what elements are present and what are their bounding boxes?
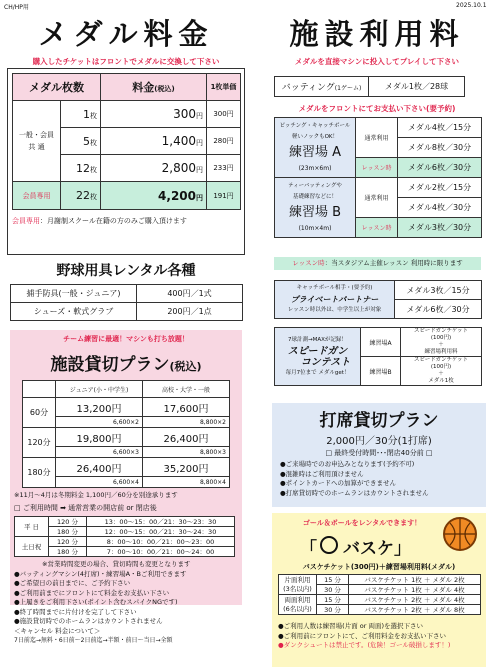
sched-time: 12：00～15：00／21：30～24：30	[87, 527, 235, 537]
plan-price: 13,200円	[56, 398, 143, 417]
front-note: メダルをフロントにてお支払い下さい(要予約)	[298, 104, 456, 113]
basket-banner: ゴール＆ボールをレンタルできます！	[302, 519, 422, 527]
plan-bullet: ●終了時間までに片付けを完了して下さい	[14, 607, 137, 616]
price-cell: 1,400円	[101, 128, 207, 155]
facility-subtitle: メダルを直接マシンに投入してプレイして下さい	[294, 57, 460, 66]
count-cell: 1枚	[61, 101, 101, 128]
basketball-icon	[443, 517, 477, 551]
basket-dur: 30 分	[317, 605, 349, 615]
ball-icon	[320, 536, 338, 554]
plan-bullet: ●ご利用前までにフロントにて料金をお支払い下さい	[14, 588, 170, 597]
unit-cell: 233円	[207, 155, 241, 182]
plan-price: 26,400円	[143, 428, 230, 447]
basket-dur: 15 分	[317, 575, 349, 585]
rental-plan-banner: チーム練習に最適！マシンも打ち放題！	[63, 335, 189, 343]
facility-title: 施設利用料	[289, 17, 465, 51]
rental-title: 野球用具レンタル各種	[56, 263, 196, 279]
sched-dur: 180 分	[49, 527, 87, 537]
speed-b-detail: スピードガンチケット (100円) ＋ メダル1枚	[401, 357, 482, 386]
seat-bullet: ●ポイントカードへの加算ができません	[280, 479, 396, 487]
plan-breakdown: 6,600×2	[56, 417, 143, 428]
col-price: 料金(税込)	[101, 74, 207, 101]
partner-table	[274, 280, 482, 319]
member-note: 会員専用：月謝制スクール在籍の方のみご購入頂けます	[12, 217, 187, 225]
count-cell: 5枚	[61, 128, 101, 155]
member-unit: 191円	[207, 182, 241, 210]
header-date: 2025.10.1	[456, 2, 487, 9]
rental-item: 捕手防具(一般・ジュニア)	[11, 285, 137, 303]
plan-bullet: ●バッティングマシン(4打席)・練習場A・Bご利用できます	[14, 569, 187, 578]
practice-a: ピッチング・キャッチボール 軽いノックもOK！ 練習場 A (23m×6m)	[275, 118, 356, 178]
rate-cell: メダル4枚／30分	[398, 198, 482, 218]
sched-time: 7：00～10：00／21：00～24：00	[87, 547, 235, 557]
batting-price: メダル1枚／28球	[369, 77, 465, 97]
basket-dur: 15 分	[317, 595, 349, 605]
medal-panel	[7, 68, 245, 255]
basket-cost: バスケチケット 2枚 ＋ メダル 4枚	[349, 595, 481, 605]
basket-cost: バスケチケット 1枚 ＋ メダル 4枚	[349, 585, 481, 595]
plan-note1: ※11月～4月は冬期料金 1,100円／60分を別途承ります	[14, 491, 178, 499]
rental-table	[10, 284, 243, 321]
plan-bullets	[14, 560, 240, 646]
seat-bullets	[280, 460, 484, 498]
basket-note: ●ご利用人数は練習場(片面 or 両面)を選択下さい	[278, 622, 424, 630]
speed-a-detail: スピードガンチケット (100円) ＋ 練習場利用料	[401, 328, 482, 357]
sched-day: 平 日	[15, 517, 49, 537]
normal-label: 通常利用	[356, 178, 398, 218]
unit-cell: 280円	[207, 128, 241, 155]
lesson-note: レッスン時：当スタジアム主催レッスン 利用時に限ります	[274, 257, 481, 270]
basket-notes	[278, 622, 484, 651]
rental-item: シューズ・軟式グラブ	[11, 303, 137, 321]
basket-note: ●ご利用前にフロントにて、ご利用料金をお支払い下さい	[278, 631, 447, 640]
plan-note3: ※営業時間変更の場合、貸切時間も変更となります	[42, 560, 191, 568]
plan-time: 120分	[23, 428, 56, 458]
medal-subtitle: 購入したチケットはフロントでメダルに交換して下さい	[32, 57, 220, 66]
rental-plan-title: 施設貸切プラン(税込)	[50, 355, 202, 375]
speed-label: 7球計測→MAXが記録！ スピードガン コンテスト 毎月7位まで メダルget！	[275, 328, 361, 386]
unit-cell: 300円	[207, 101, 241, 128]
col-adult: 高校・大学・一般	[143, 381, 230, 398]
sched-dur: 180 分	[49, 547, 87, 557]
batting-label: バッティング(1ゲーム)	[275, 77, 369, 97]
seat-bullet: ●混雑時はご利用頂けません	[280, 469, 364, 478]
cancel-title: ＜キャンセル 料金について＞	[14, 626, 101, 635]
col-junior: ジュニア(小・中学生)	[56, 381, 143, 398]
plan-price: 17,600円	[143, 398, 230, 417]
speed-b-label: 練習場B	[361, 357, 401, 386]
col-count: メダル枚数	[13, 74, 101, 101]
sched-time: 8：00～10：00／21：00～23：00	[87, 537, 235, 547]
plan-breakdown: 6,600×4	[56, 477, 143, 488]
plan-note2: □ ご利用時間 ➡ 通常営業の開店前 or 閉店後	[14, 504, 157, 512]
basket-place: 片面利用 (3名以内)	[279, 575, 317, 595]
price-cell: 2,800円	[101, 155, 207, 182]
speed-table	[274, 327, 482, 386]
plan-price: 19,800円	[56, 428, 143, 447]
rate-cell: メダル4枚／15分	[398, 118, 482, 138]
header-left: CH/HP用	[4, 4, 29, 11]
basket-table	[278, 574, 481, 615]
plan-bullet: ●上履きをご利用下さい(ポイント含むスパイクNGです)	[14, 598, 178, 606]
rate-cell: メダル3枚／15分	[395, 281, 482, 300]
col-unit: 1枚単価	[207, 74, 241, 101]
rental-plan-table	[22, 380, 230, 488]
basket-cost: バスケチケット 2枚 ＋ メダル 8枚	[349, 605, 481, 615]
member-label: 会員専用	[13, 182, 61, 210]
speed-a-label: 練習場A	[361, 328, 401, 357]
lesson-label: レッスン時	[356, 158, 398, 178]
batting-table	[274, 76, 465, 97]
plan-breakdown: 8,800×4	[143, 477, 230, 488]
normal-label: 通常利用	[356, 118, 398, 158]
cancel-detail: 7日前迄→無料・6日前～2日前迄→半額・前日～当日→全額	[14, 637, 173, 644]
sched-dur: 120 分	[49, 517, 87, 527]
plan-bullet: ●施設貸切時でのホームランはカウントされません	[14, 617, 163, 625]
rental-price: 400円／1式	[137, 285, 243, 303]
rate-cell: メダル6枚／30分	[395, 300, 482, 319]
basket-cost: バスケチケット 1枚 ＋ メダル 2枚	[349, 575, 481, 585]
basket-warning: ●ダンクシュートは禁止です。(危険！ゴール破損します！)	[278, 641, 451, 649]
member-price: 4,200円	[101, 182, 207, 210]
sched-day: 土日祝	[15, 537, 49, 557]
rental-price: 200円／1点	[137, 303, 243, 321]
member-count: 22枚	[61, 182, 101, 210]
seat-bullet: ●ご来場時でのお申込みとなります(予約不可)	[280, 460, 415, 468]
basket-title: 「 バスケ」	[300, 534, 411, 559]
rate-cell: メダル3枚／30分	[398, 218, 482, 238]
basket-dur: 30 分	[317, 585, 349, 595]
plan-bullet: ●ご希望日の前日までに、ご予約下さい	[14, 579, 131, 587]
medal-table	[12, 73, 241, 210]
seat-plan-title: 打席貸切プラン	[319, 411, 439, 431]
seat-plan-time: □ 最終受付時間･･･閉店40分前 □	[325, 449, 433, 457]
practice-b: ティーバッティングや 基礎練習などに！ 練習場 B (10m×4m)	[275, 178, 356, 238]
plan-breakdown: 8,800×2	[143, 417, 230, 428]
plan-price: 35,200円	[143, 458, 230, 477]
plan-price: 26,400円	[56, 458, 143, 477]
seat-bullet: ●打席貸切時でのホームランはカウントされません	[280, 488, 429, 497]
count-cell: 12枚	[61, 155, 101, 182]
rate-cell: メダル8枚／30分	[398, 138, 482, 158]
rate-cell: メダル6枚／30分	[398, 158, 482, 178]
basket-place: 両面利用 (6名以内)	[279, 595, 317, 615]
general-label: 一般・会員 共 通	[13, 101, 61, 182]
lesson-label: レッスン時	[356, 218, 398, 238]
plan-breakdown: 6,600×3	[56, 447, 143, 458]
plan-time: 60分	[23, 398, 56, 428]
basket-subtitle: バスケチケット(300円)＋練習場利用料(メダル)	[302, 563, 456, 571]
rate-cell: メダル2枚／15分	[398, 178, 482, 198]
partner-label: キャッチボール相手・(要予約) プライベートパートナー レッスン時以外は、中学生以上が対象	[275, 281, 395, 319]
schedule-table	[14, 516, 235, 557]
sched-dur: 120 分	[49, 537, 87, 547]
seat-plan-price: 2,000円／30分(1打席)	[326, 436, 432, 447]
price-cell: 300円	[101, 101, 207, 128]
practice-table	[274, 117, 482, 238]
plan-time: 180分	[23, 458, 56, 488]
plan-breakdown: 8,800×3	[143, 447, 230, 458]
sched-time: 13：00～15：00／21：30～23：30	[87, 517, 235, 527]
medal-title: メダル料金	[38, 17, 214, 51]
